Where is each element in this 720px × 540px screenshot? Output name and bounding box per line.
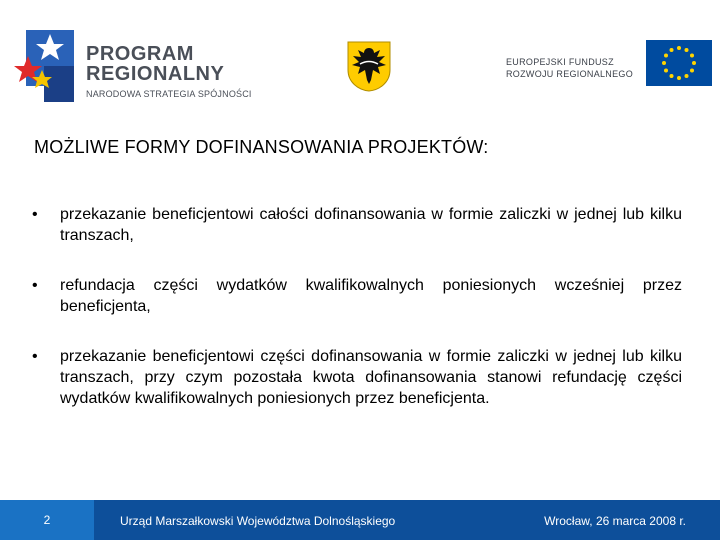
footer-bar	[0, 500, 720, 540]
bullet-marker: •	[32, 348, 38, 365]
program-logo-line1: PROGRAM	[86, 43, 194, 65]
bullet-text: przekazanie beneficjentowi całości dofinansowania w formie zaliczki w jednej lub kilku transzach,	[60, 206, 682, 244]
program-regionalny-logo-icon	[14, 26, 76, 104]
page-number: 2	[43, 513, 51, 527]
bullet-marker: •	[32, 277, 38, 294]
page-title: MOŻLIWE FORMY DOFINANSOWANIA PROJEKTÓW:	[34, 137, 489, 157]
lower-silesia-crest-icon	[346, 40, 392, 92]
bullet-text: przekazanie beneficjentowi części dofinansowania w formie zaliczki w jednej lub kilku transzach, przy czym pozostała kwota dofinansowania stanowi refundację części wydatków kwalifikowalnych poniesionych przez beneficjenta.	[60, 348, 682, 407]
program-logo-line3: NARODOWA STRATEGIA SPÓJNOŚCI	[86, 89, 252, 99]
bullet-list	[32, 204, 682, 438]
bullet-marker: •	[32, 206, 38, 223]
list-item	[32, 346, 682, 409]
footer-office: Urząd Marszałkowski Województwa Dolnośląskiego	[120, 514, 396, 528]
program-regionalny-text	[86, 44, 252, 100]
header	[0, 0, 720, 110]
eu-flag-icon	[646, 40, 712, 86]
fund-logo-line1: EUROPEJSKI FUNDUSZ	[506, 57, 614, 67]
bullet-text: refundacja części wydatków kwalifikowalnych poniesionych wcześniej przez beneficjenta,	[60, 277, 682, 315]
list-item	[32, 204, 682, 246]
footer-date: Wrocław, 26 marca 2008 r.	[544, 514, 686, 528]
program-logo-line2: REGIONALNY	[86, 63, 225, 85]
page-number-box	[0, 500, 94, 540]
list-item	[32, 275, 682, 317]
fund-logo-line2: ROZWOJU REGIONALNEGO	[506, 69, 634, 79]
fund-logo-text	[506, 56, 633, 80]
